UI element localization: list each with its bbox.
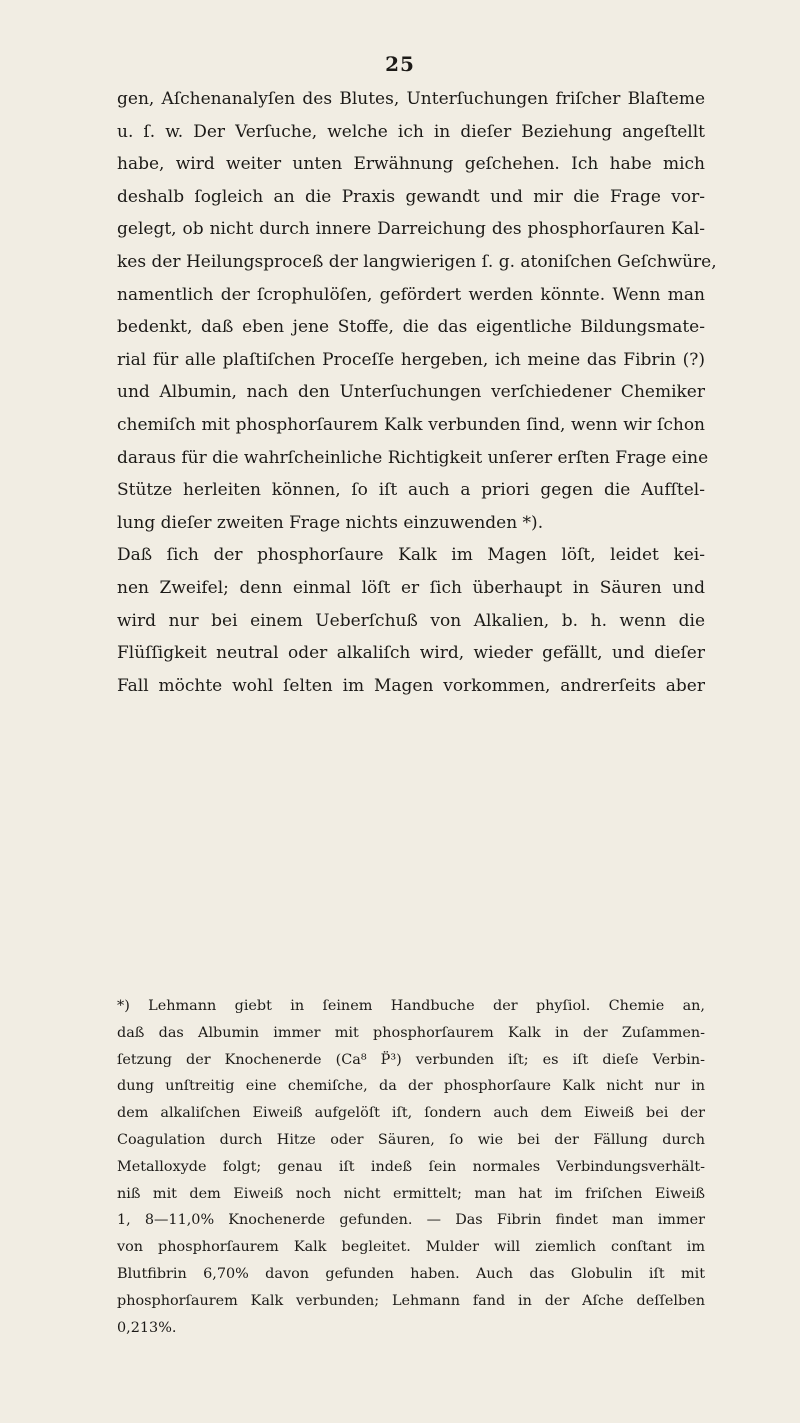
footnote-line: ſetzung der Knochenerde (Ca⁸ P̈³) verbunden iſt; es iſt dieſe Verbin- [117,1051,705,1068]
footnote-line: 1, 8—11,0% Knochenerde gefunden. — Das Fibrin findet man immer [117,1212,705,1229]
text-line: Fall möchte wohl ſelten im Magen vorkommen, andrerſeits aber [117,675,705,696]
text-line: u. ſ. w. Der Verſuche, welche ich in dieſer Beziehung angeſtellt [117,121,705,142]
text-line: kes der Heilungsproceß der langwierigen ſ. g. atoniſchen Geſchwüre, [117,251,717,272]
footnote-line: phosphorſaurem Kalk verbunden; Lehmann fand in der Aſche deſſelben [117,1292,705,1309]
footnote-line: Blutfibrin 6,70% davon gefunden haben. Auch das Globulin iſt mit [117,1265,705,1282]
text-line: bedenkt, daß eben jene Stoffe, die das eigentliche Bildungsmate- [117,317,705,338]
footnote-line: dung unſtreitig eine chemiſche, da der phosphorſaure Kalk nicht nur in [117,1078,705,1095]
text-line: rial für alle plaſtiſchen Proceſſe hergeben, ich meine das Fibrin (?) [117,349,705,370]
text-line: Stütze herleiten können, ſo iſt auch a priori gegen die Aufſtel- [117,480,705,501]
text-line: daraus für die wahrſcheinliche Richtigkeit unſerer erſten Frage eine [117,447,709,468]
footnote-line: dem alkaliſchen Eiweiß aufgelöſt iſt, ſondern auch dem Eiweiß bei der [117,1105,705,1122]
footnote-line: von phosphorſaurem Kalk begleitet. Mulder will ziemlich conſtant im [117,1239,705,1256]
text-line: gelegt, ob nicht durch innere Darreichung des phosphorſauren Kal- [117,219,705,240]
main-text [117,83,717,702]
text-line: Flüſſigkeit neutral oder alkaliſch wird, wieder gefällt, und dieſer [117,643,705,664]
text-line: und Albumin, nach den Unterſuchungen verſchiedener Chemiker [117,382,705,403]
text-line: namentlich der ſcrophulöſen, gefördert werden könnte. Wenn man [117,284,705,305]
footnote-line: Metalloxyde folgt; genau iſt indeß ſein normales Verbindungsverhält- [117,1158,705,1175]
page-number: 25 [385,52,415,76]
text-line: habe, wird weiter unten Erwähnung geſchehen. Ich habe mich [117,154,705,175]
text-line: gen, Aſchenanalyſen des Blutes, Unterſuchungen friſcher Blaſteme [117,89,705,109]
footnote-line: Coagulation durch Hitze oder Säuren, ſo wie bei der Fällung durch [117,1131,705,1148]
text-line: lung dieſer zweiten Frage nichts einzuwenden *). [117,512,544,533]
text-line: nen Zweifel; denn einmal löſt er ſich überhaupt in Säuren und [117,577,705,598]
footnote-line: *) Lehmann giebt in ſeinem Handbuche der phyſiol. Chemie an, [117,998,705,1014]
footnote [117,993,705,1341]
text-line: deshalb ſogleich an die Praxis gewandt und mir die Frage vor- [117,186,705,207]
text-line: wird nur bei einem Ueberſchuß von Alkalien, b. h. wenn die [117,610,705,631]
footnote-line: niß mit dem Eiweiß noch nicht ermittelt; man hat im friſchen Eiweiß [117,1185,705,1202]
footnote-line: daß das Albumin immer mit phosphorſaurem Kalk in der Zuſammen- [117,1024,705,1041]
text-line: Daß ſich der phosphorſaure Kalk im Magen löſt, leidet kei- [117,545,705,566]
footnote-line: 0,213%. [117,1319,177,1336]
text-line: chemiſch mit phosphorſaurem Kalk verbunden ſind, wenn wir ſchon [117,414,705,435]
